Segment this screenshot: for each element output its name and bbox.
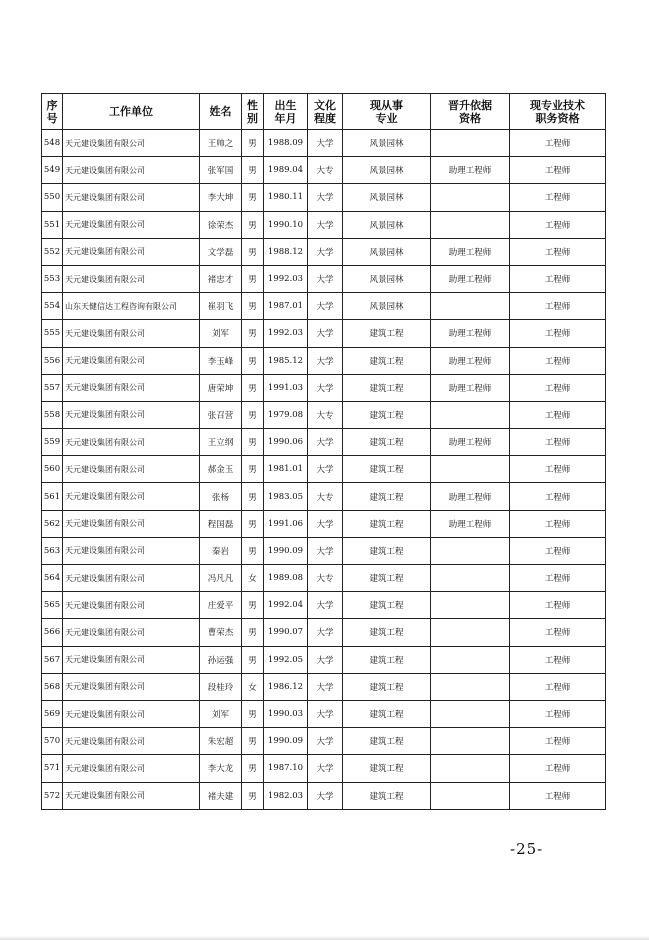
cell-qualification: 工程师 bbox=[510, 130, 606, 157]
cell-no: 559 bbox=[42, 429, 63, 456]
cell-qualification: 工程师 bbox=[510, 429, 606, 456]
cell-birth: 1985.12 bbox=[264, 347, 308, 374]
header-major: 现从事 专业 bbox=[343, 94, 431, 130]
cell-name: 李大龙 bbox=[200, 755, 242, 782]
cell-unit: 天元建设集团有限公司 bbox=[63, 265, 200, 292]
cell-birth: 1980.11 bbox=[264, 184, 308, 211]
cell-major: 风景园林 bbox=[343, 293, 431, 320]
cell-major: 建筑工程 bbox=[343, 537, 431, 564]
cell-qualification: 工程师 bbox=[510, 320, 606, 347]
cell-unit: 天元建设集团有限公司 bbox=[63, 320, 200, 347]
header-name: 姓名 bbox=[200, 94, 242, 130]
cell-name: 程国磊 bbox=[200, 510, 242, 537]
cell-no: 552 bbox=[42, 238, 63, 265]
cell-qualification: 工程师 bbox=[510, 157, 606, 184]
cell-unit: 天元建设集团有限公司 bbox=[63, 537, 200, 564]
cell-birth: 1991.06 bbox=[264, 510, 308, 537]
cell-education: 大学 bbox=[308, 537, 343, 564]
cell-major: 建筑工程 bbox=[343, 374, 431, 401]
header-education: 文化 程度 bbox=[308, 94, 343, 130]
cell-education: 大学 bbox=[308, 646, 343, 673]
cell-major: 风景园林 bbox=[343, 184, 431, 211]
cell-birth: 1990.07 bbox=[264, 619, 308, 646]
table-row bbox=[42, 728, 606, 755]
cell-no: 560 bbox=[42, 456, 63, 483]
cell-no: 548 bbox=[42, 130, 63, 157]
cell-education: 大学 bbox=[308, 700, 343, 727]
cell-name: 文学磊 bbox=[200, 238, 242, 265]
cell-qualification: 工程师 bbox=[510, 238, 606, 265]
cell-no: 571 bbox=[42, 755, 63, 782]
cell-unit: 天元建设集团有限公司 bbox=[63, 429, 200, 456]
cell-birth: 1990.10 bbox=[264, 211, 308, 238]
cell-qualification: 工程师 bbox=[510, 293, 606, 320]
cell-unit: 天元建设集团有限公司 bbox=[63, 130, 200, 157]
cell-qualification: 工程师 bbox=[510, 456, 606, 483]
cell-major: 风景园林 bbox=[343, 238, 431, 265]
cell-no: 557 bbox=[42, 374, 63, 401]
cell-unit: 天元建设集团有限公司 bbox=[63, 646, 200, 673]
cell-basis: 助理工程师 bbox=[431, 238, 510, 265]
table-row bbox=[42, 782, 606, 809]
cell-birth: 1983.05 bbox=[264, 483, 308, 510]
cell-qualification: 工程师 bbox=[510, 265, 606, 292]
table-row bbox=[42, 456, 606, 483]
cell-qualification: 工程师 bbox=[510, 537, 606, 564]
cell-basis bbox=[431, 130, 510, 157]
cell-birth: 1979.08 bbox=[264, 401, 308, 428]
cell-major: 建筑工程 bbox=[343, 755, 431, 782]
cell-unit: 天元建设集团有限公司 bbox=[63, 700, 200, 727]
cell-birth: 1990.03 bbox=[264, 700, 308, 727]
table-row bbox=[42, 755, 606, 782]
cell-basis bbox=[431, 728, 510, 755]
cell-unit: 天元建设集团有限公司 bbox=[63, 238, 200, 265]
cell-gender: 男 bbox=[242, 592, 264, 619]
cell-gender: 男 bbox=[242, 728, 264, 755]
cell-no: 555 bbox=[42, 320, 63, 347]
cell-qualification: 工程师 bbox=[510, 619, 606, 646]
cell-birth: 1981.01 bbox=[264, 456, 308, 483]
cell-gender: 男 bbox=[242, 211, 264, 238]
cell-major: 建筑工程 bbox=[343, 592, 431, 619]
cell-basis bbox=[431, 646, 510, 673]
cell-name: 唐荣坤 bbox=[200, 374, 242, 401]
cell-gender: 男 bbox=[242, 374, 264, 401]
cell-major: 建筑工程 bbox=[343, 429, 431, 456]
cell-gender: 男 bbox=[242, 238, 264, 265]
cell-major: 建筑工程 bbox=[343, 510, 431, 537]
cell-major: 建筑工程 bbox=[343, 401, 431, 428]
table-row bbox=[42, 510, 606, 537]
cell-education: 大学 bbox=[308, 320, 343, 347]
cell-gender: 男 bbox=[242, 401, 264, 428]
cell-gender: 男 bbox=[242, 537, 264, 564]
cell-name: 庄爱平 bbox=[200, 592, 242, 619]
cell-unit: 天元建设集团有限公司 bbox=[63, 347, 200, 374]
cell-basis: 助理工程师 bbox=[431, 157, 510, 184]
cell-qualification: 工程师 bbox=[510, 401, 606, 428]
cell-gender: 男 bbox=[242, 157, 264, 184]
cell-education: 大学 bbox=[308, 211, 343, 238]
cell-name: 张杨 bbox=[200, 483, 242, 510]
cell-birth: 1992.04 bbox=[264, 592, 308, 619]
cell-gender: 男 bbox=[242, 755, 264, 782]
cell-basis bbox=[431, 401, 510, 428]
cell-birth: 1989.08 bbox=[264, 565, 308, 592]
table-header-row bbox=[42, 94, 606, 130]
cell-name: 王立纲 bbox=[200, 429, 242, 456]
cell-basis bbox=[431, 619, 510, 646]
cell-unit: 山东天健信达工程咨询有限公司 bbox=[63, 293, 200, 320]
cell-name: 刘军 bbox=[200, 700, 242, 727]
cell-birth: 1991.03 bbox=[264, 374, 308, 401]
cell-unit: 天元建设集团有限公司 bbox=[63, 673, 200, 700]
cell-unit: 天元建设集团有限公司 bbox=[63, 184, 200, 211]
cell-gender: 男 bbox=[242, 429, 264, 456]
cell-no: 567 bbox=[42, 646, 63, 673]
table-row bbox=[42, 537, 606, 564]
scan-edge bbox=[0, 936, 649, 940]
table-row bbox=[42, 619, 606, 646]
cell-qualification: 工程师 bbox=[510, 592, 606, 619]
table-row bbox=[42, 429, 606, 456]
header-gender: 性 别 bbox=[242, 94, 264, 130]
header-qualification: 现专业技术 职务资格 bbox=[510, 94, 606, 130]
cell-gender: 男 bbox=[242, 265, 264, 292]
cell-name: 褚夫建 bbox=[200, 782, 242, 809]
cell-unit: 天元建设集团有限公司 bbox=[63, 755, 200, 782]
cell-major: 建筑工程 bbox=[343, 320, 431, 347]
cell-gender: 男 bbox=[242, 293, 264, 320]
cell-basis bbox=[431, 755, 510, 782]
cell-name: 朱宏超 bbox=[200, 728, 242, 755]
cell-basis bbox=[431, 537, 510, 564]
table-row bbox=[42, 700, 606, 727]
cell-no: 570 bbox=[42, 728, 63, 755]
table-row bbox=[42, 483, 606, 510]
table-row bbox=[42, 646, 606, 673]
cell-qualification: 工程师 bbox=[510, 755, 606, 782]
cell-education: 大学 bbox=[308, 510, 343, 537]
cell-unit: 天元建设集团有限公司 bbox=[63, 592, 200, 619]
cell-name: 冯凡凡 bbox=[200, 565, 242, 592]
table-row bbox=[42, 238, 606, 265]
cell-major: 风景园林 bbox=[343, 157, 431, 184]
cell-no: 550 bbox=[42, 184, 63, 211]
cell-education: 大学 bbox=[308, 592, 343, 619]
cell-basis bbox=[431, 673, 510, 700]
cell-name: 李玉峰 bbox=[200, 347, 242, 374]
cell-education: 大学 bbox=[308, 374, 343, 401]
cell-no: 568 bbox=[42, 673, 63, 700]
cell-birth: 1988.09 bbox=[264, 130, 308, 157]
header-birth: 出生 年月 bbox=[264, 94, 308, 130]
cell-education: 大学 bbox=[308, 619, 343, 646]
cell-qualification: 工程师 bbox=[510, 510, 606, 537]
cell-basis: 助理工程师 bbox=[431, 374, 510, 401]
cell-no: 569 bbox=[42, 700, 63, 727]
cell-major: 建筑工程 bbox=[343, 347, 431, 374]
cell-education: 大学 bbox=[308, 429, 343, 456]
cell-no: 558 bbox=[42, 401, 63, 428]
cell-no: 553 bbox=[42, 265, 63, 292]
cell-name: 曹荣杰 bbox=[200, 619, 242, 646]
cell-major: 建筑工程 bbox=[343, 646, 431, 673]
cell-gender: 女 bbox=[242, 673, 264, 700]
cell-education: 大专 bbox=[308, 483, 343, 510]
cell-gender: 男 bbox=[242, 483, 264, 510]
table-body bbox=[42, 130, 606, 810]
page-number: -25- bbox=[510, 840, 544, 858]
cell-gender: 男 bbox=[242, 184, 264, 211]
cell-no: 566 bbox=[42, 619, 63, 646]
cell-basis bbox=[431, 592, 510, 619]
cell-major: 建筑工程 bbox=[343, 728, 431, 755]
table-row bbox=[42, 320, 606, 347]
cell-education: 大学 bbox=[308, 293, 343, 320]
cell-birth: 1988.12 bbox=[264, 238, 308, 265]
cell-major: 建筑工程 bbox=[343, 619, 431, 646]
cell-no: 561 bbox=[42, 483, 63, 510]
cell-birth: 1990.06 bbox=[264, 429, 308, 456]
cell-birth: 1990.09 bbox=[264, 728, 308, 755]
cell-basis: 助理工程师 bbox=[431, 510, 510, 537]
cell-qualification: 工程师 bbox=[510, 700, 606, 727]
cell-education: 大学 bbox=[308, 238, 343, 265]
cell-basis bbox=[431, 293, 510, 320]
cell-no: 562 bbox=[42, 510, 63, 537]
table-row bbox=[42, 265, 606, 292]
cell-no: 549 bbox=[42, 157, 63, 184]
cell-gender: 男 bbox=[242, 782, 264, 809]
table-row bbox=[42, 592, 606, 619]
cell-unit: 天元建设集团有限公司 bbox=[63, 782, 200, 809]
cell-qualification: 工程师 bbox=[510, 347, 606, 374]
cell-basis bbox=[431, 565, 510, 592]
cell-major: 风景园林 bbox=[343, 130, 431, 157]
cell-birth: 1992.03 bbox=[264, 265, 308, 292]
cell-birth: 1982.03 bbox=[264, 782, 308, 809]
cell-basis bbox=[431, 782, 510, 809]
cell-major: 建筑工程 bbox=[343, 700, 431, 727]
cell-no: 565 bbox=[42, 592, 63, 619]
cell-no: 564 bbox=[42, 565, 63, 592]
cell-gender: 男 bbox=[242, 456, 264, 483]
cell-name: 秦岩 bbox=[200, 537, 242, 564]
cell-qualification: 工程师 bbox=[510, 374, 606, 401]
cell-no: 563 bbox=[42, 537, 63, 564]
cell-basis: 助理工程师 bbox=[431, 265, 510, 292]
table-row bbox=[42, 374, 606, 401]
cell-major: 建筑工程 bbox=[343, 782, 431, 809]
cell-unit: 天元建设集团有限公司 bbox=[63, 157, 200, 184]
table-row bbox=[42, 673, 606, 700]
cell-basis: 助理工程师 bbox=[431, 347, 510, 374]
cell-basis bbox=[431, 700, 510, 727]
cell-major: 建筑工程 bbox=[343, 456, 431, 483]
table-row bbox=[42, 157, 606, 184]
cell-name: 徐荣杰 bbox=[200, 211, 242, 238]
header-unit: 工作单位 bbox=[63, 94, 200, 130]
cell-gender: 男 bbox=[242, 130, 264, 157]
cell-basis bbox=[431, 211, 510, 238]
cell-major: 建筑工程 bbox=[343, 673, 431, 700]
cell-name: 张召营 bbox=[200, 401, 242, 428]
cell-gender: 男 bbox=[242, 619, 264, 646]
cell-gender: 女 bbox=[242, 565, 264, 592]
cell-basis bbox=[431, 456, 510, 483]
cell-education: 大学 bbox=[308, 782, 343, 809]
cell-education: 大专 bbox=[308, 401, 343, 428]
cell-birth: 1987.01 bbox=[264, 293, 308, 320]
table-row bbox=[42, 347, 606, 374]
cell-basis: 助理工程师 bbox=[431, 429, 510, 456]
cell-gender: 男 bbox=[242, 347, 264, 374]
cell-unit: 天元建设集团有限公司 bbox=[63, 728, 200, 755]
header-no: 序 号 bbox=[42, 94, 63, 130]
cell-major: 建筑工程 bbox=[343, 565, 431, 592]
cell-no: 556 bbox=[42, 347, 63, 374]
header-basis: 晋升依据 资格 bbox=[431, 94, 510, 130]
cell-unit: 天元建设集团有限公司 bbox=[63, 374, 200, 401]
cell-unit: 天元建设集团有限公司 bbox=[63, 510, 200, 537]
table-row bbox=[42, 211, 606, 238]
cell-qualification: 工程师 bbox=[510, 211, 606, 238]
cell-no: 572 bbox=[42, 782, 63, 809]
cell-birth: 1989.04 bbox=[264, 157, 308, 184]
table-row bbox=[42, 184, 606, 211]
table-row bbox=[42, 401, 606, 428]
cell-major: 风景园林 bbox=[343, 265, 431, 292]
table-row bbox=[42, 130, 606, 157]
cell-qualification: 工程师 bbox=[510, 673, 606, 700]
cell-education: 大学 bbox=[308, 130, 343, 157]
cell-education: 大学 bbox=[308, 265, 343, 292]
roster-table bbox=[41, 93, 606, 810]
cell-name: 刘军 bbox=[200, 320, 242, 347]
cell-education: 大专 bbox=[308, 157, 343, 184]
cell-unit: 天元建设集团有限公司 bbox=[63, 565, 200, 592]
cell-no: 554 bbox=[42, 293, 63, 320]
cell-name: 孙运强 bbox=[200, 646, 242, 673]
cell-qualification: 工程师 bbox=[510, 565, 606, 592]
cell-qualification: 工程师 bbox=[510, 184, 606, 211]
cell-education: 大专 bbox=[308, 565, 343, 592]
cell-education: 大学 bbox=[308, 673, 343, 700]
cell-education: 大学 bbox=[308, 728, 343, 755]
cell-qualification: 工程师 bbox=[510, 483, 606, 510]
cell-qualification: 工程师 bbox=[510, 782, 606, 809]
cell-basis bbox=[431, 184, 510, 211]
cell-no: 551 bbox=[42, 211, 63, 238]
cell-name: 李大坤 bbox=[200, 184, 242, 211]
cell-education: 大学 bbox=[308, 456, 343, 483]
cell-education: 大学 bbox=[308, 347, 343, 374]
cell-major: 风景园林 bbox=[343, 211, 431, 238]
table-row bbox=[42, 293, 606, 320]
cell-qualification: 工程师 bbox=[510, 646, 606, 673]
cell-qualification: 工程师 bbox=[510, 728, 606, 755]
cell-major: 建筑工程 bbox=[343, 483, 431, 510]
cell-education: 大学 bbox=[308, 184, 343, 211]
cell-birth: 1992.05 bbox=[264, 646, 308, 673]
cell-basis: 助理工程师 bbox=[431, 483, 510, 510]
cell-name: 张军国 bbox=[200, 157, 242, 184]
cell-birth: 1990.09 bbox=[264, 537, 308, 564]
cell-gender: 男 bbox=[242, 700, 264, 727]
cell-unit: 天元建设集团有限公司 bbox=[63, 211, 200, 238]
cell-name: 褚忠才 bbox=[200, 265, 242, 292]
cell-unit: 天元建设集团有限公司 bbox=[63, 456, 200, 483]
cell-education: 大学 bbox=[308, 755, 343, 782]
cell-unit: 天元建设集团有限公司 bbox=[63, 401, 200, 428]
cell-name: 崔羽飞 bbox=[200, 293, 242, 320]
cell-unit: 天元建设集团有限公司 bbox=[63, 483, 200, 510]
cell-gender: 男 bbox=[242, 510, 264, 537]
cell-name: 王帅之 bbox=[200, 130, 242, 157]
cell-gender: 男 bbox=[242, 320, 264, 347]
cell-unit: 天元建设集团有限公司 bbox=[63, 619, 200, 646]
cell-birth: 1992.03 bbox=[264, 320, 308, 347]
cell-name: 段桂玲 bbox=[200, 673, 242, 700]
cell-name: 郝金玉 bbox=[200, 456, 242, 483]
cell-basis: 助理工程师 bbox=[431, 320, 510, 347]
cell-birth: 1987.10 bbox=[264, 755, 308, 782]
table-row bbox=[42, 565, 606, 592]
cell-gender: 男 bbox=[242, 646, 264, 673]
cell-birth: 1986.12 bbox=[264, 673, 308, 700]
